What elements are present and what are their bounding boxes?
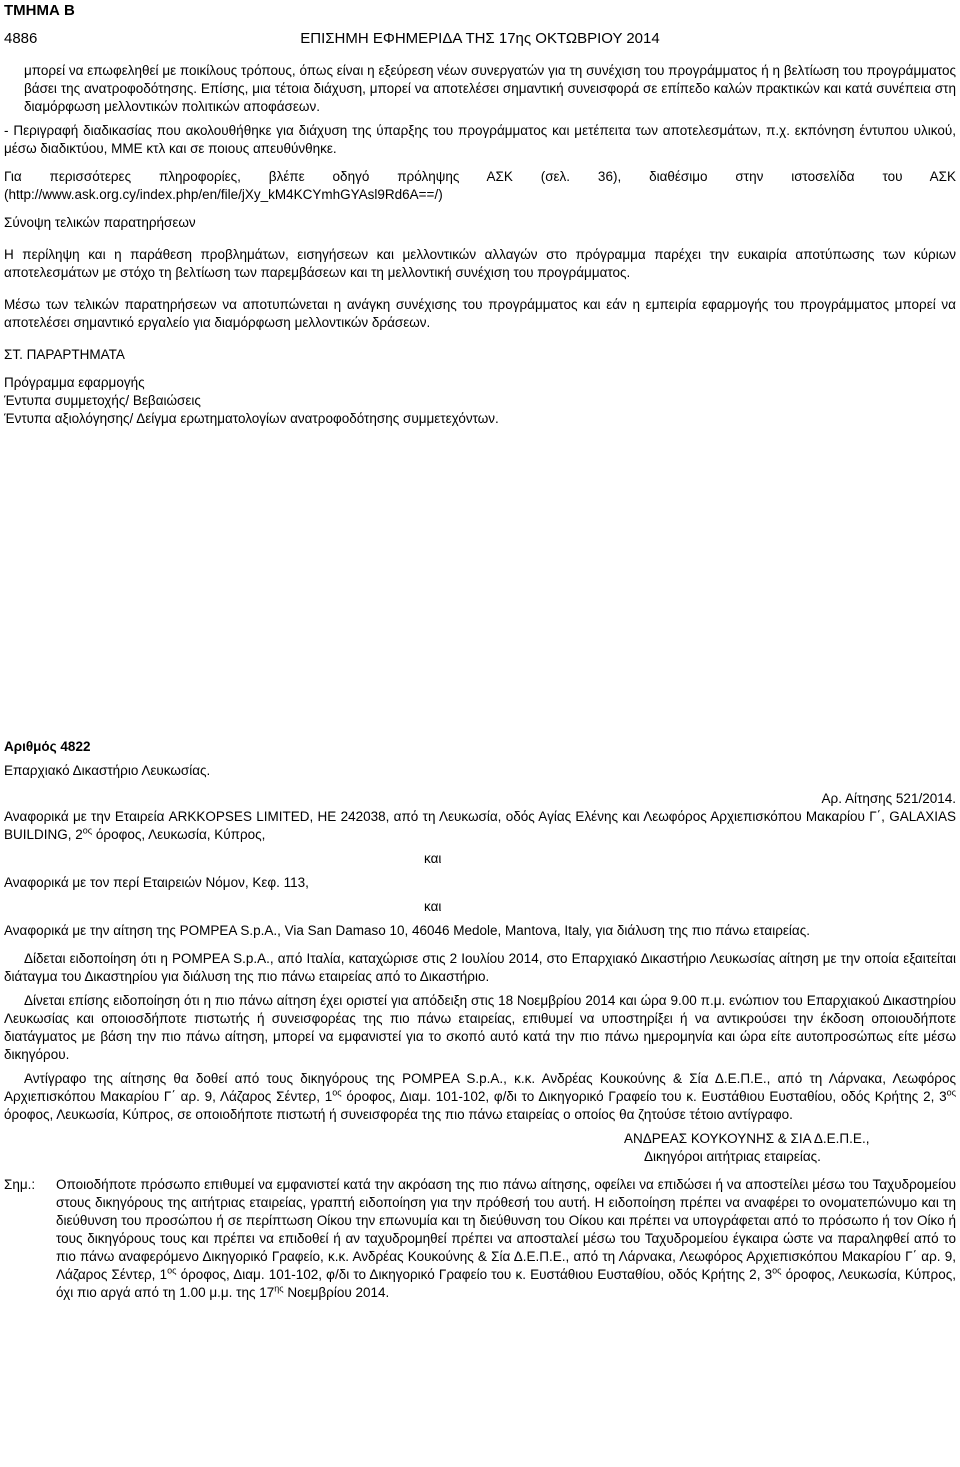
annex-heading: ΣΤ. ΠΑΡΑΡΤΗΜΑΤΑ bbox=[4, 347, 125, 362]
summary-paragraph: Μέσω των τελικών παρατηρήσεων να αποτυπώνεται η ανάγκη συνέχισης του προγράμματος και εάν η εμπειρία εφαρμογής του προγράμματος μπορεί να αποτελέσει σημαντικό εργαλείο για διαμόρφωση μελλοντικών δράσεων. bbox=[4, 297, 956, 330]
note bbox=[4, 1176, 956, 1302]
court-name: Επαρχιακό Δικαστήριο Λευκωσίας. bbox=[4, 763, 211, 778]
page-header bbox=[4, 2, 956, 50]
signature-firm: ΑΝΔΡΕΑΣ ΚΟΥΚΟΥΝΗΣ & ΣΙΑ Δ.Ε.Π.Ε., bbox=[624, 1131, 870, 1146]
summary-heading: Σύνοψη τελικών παρατηρήσεων bbox=[4, 215, 196, 230]
signature-role: Δικηγόροι αιτήτριας εταιρείας. bbox=[644, 1149, 821, 1164]
page-body bbox=[4, 62, 956, 428]
notice-paragraph: Δίδεται ειδοποίηση ότι η POMPEA S.p.A., από Ιταλία, καταχώρισε στις 2 Ιουλίου 2014, στο Επαρχιακό Δικαστήριο Λευκωσίας αίτηση με την οποία εξαιτείται διάταγμα του Δικαστηρίου για διάλυση της πιο πάνω εταιρείας από το Δικαστήριο. bbox=[4, 951, 956, 984]
gazette-title: ΕΠΙΣΗΜΗ ΕΦΗΜΕΡΙΔΑ ΤΗΣ 17ης ΟΚΤΩΒΡΙΟΥ 2014 bbox=[300, 30, 660, 47]
note-body: Οποιοδήποτε πρόσωπο επιθυμεί να εμφανιστεί κατά την ακρόαση της πιο πάνω αίτησης, οφείλει να επιδώσει ή να αποστείλει μέσω του Ταχυδρομείου στους δικηγόρους της αιτήτριας εταιρείας, γραπτή ειδοποίηση για την πρόθεσή του αυτή. Η ειδοποίηση πρέπει να αναφέρει το ονοματεπώνυμο και τη διεύθυνση του προσώπου ή σε περίπτωση Οίκου την επωνυμία και τη διεύθυνση του Οίκου και πρέπει να υπογράφεται από το πρόσωπο ή τον Οίκο ή τους δικηγόρους τους και πρέπει να επιδοθεί ή αν ταχυδρομηθεί πρέπει να αποσταλεί μέσω του Ταχυδρομείου έγκαιρα ώστε να παραληφθεί από το πιο πάνω αναφερόμενο Δικηγορικό Γραφείο, κ.κ. Ανδρέας Κουκούνης & Σία Δ.Ε.Π.Ε., από τη Λάρνακα, Λεωφόρος Αρχιεπισκόπου Μακαρίου Γ΄ αρ. 9, Λάζαρος Σέντερ, $1^{o\varsigma}$ όροφος, Διαμ. 101-102, φ/δι το Δικηγορικό Γραφείο του κ. Ευστάθιου Ευσταθίου, οδός Κρήτης 2, $3^{o\varsigma}$ όροφος, Λευκωσία, Κύπρος, όχι πιο αργά από τη 1.00 μ.μ. της $17^{\eta\varsigma}$ Νοεμβρίου 2014. bbox=[56, 1177, 956, 1300]
annex-item: Πρόγραμμα εφαρμογής bbox=[4, 375, 145, 390]
bullet-item: - Περιγραφή διαδικασίας που ακολουθήθηκε για διάχυση της ύπαρξης του προγράμματος και μετέπειτα των αποτελεσμάτων, π.χ. εκπόνηση έντυπου υλικού, μέσω διαδικτύου, ΜΜΕ κτλ και σε ποιους απευθύνθηκε. bbox=[4, 123, 956, 156]
notice-paragraph: Αντίγραφο της αίτησης θα δοθεί από τους δικηγόρους της POMPEA S.p.A., κ.κ. Ανδρέας Κουκούνης & Σία Δ.Ε.Π.Ε., από τη Λάρνακα, Λεωφόρος Αρχιεπισκόπου Μακαρίου Γ΄ αρ. 9, Λάζαρος Σέντερ, $1^{o\varsigma}$ όροφος, Διαμ. 101-102, φ/δι το Δικηγορικό Γραφείο του κ. Ευστάθιου Ευσταθίου, οδός Κρήτης 2, $3^{o\varsigma}$ όροφος, Λευκωσία, Κύπρος, σε οποιοδήποτε πιστωτή ή συνεισφορέα της πιο πάνω εταιρείας ο οποίος θα ζητούσε τέτοιο αντίγραφο. bbox=[4, 1071, 956, 1122]
application-number: Αρ. Αίτησης 521/2014. bbox=[821, 791, 956, 806]
annex-item: Έντυπα αξιολόγησης/ Δείγμα ερωτηματολογίων ανατροφοδότησης συμμετεχόντων. bbox=[4, 411, 499, 426]
summary-paragraph: Η περίληψη και η παράθεση προβλημάτων, εισηγήσεων και μελλοντικών αλλαγών στο πρόγραμμα παρέχει την ευκαιρία αποτύπωσης των κύριων αποτελεσμάτων με στόχο τη βελτίωση των παρεμβάσεων και τη μελλοντική συνέχιση του προγράμματος. bbox=[4, 247, 956, 280]
reference-law: Αναφορικά με τον περί Εταιρειών Νόμον, Κεφ. 113, bbox=[4, 875, 309, 890]
more-info-paragraph: Για περισσότερες πληροφορίες, βλέπε οδηγό πρόληψης ΑΣΚ (σελ. 36), διαθέσιμο στην ιστοσελίδα του ΑΣΚ (http://www.ask.org.cy/index.php/en/file/jXy_kM4KCYmhGYAsl9Rd6A==/) bbox=[4, 169, 956, 202]
notice-number: Αριθμός 4822 bbox=[4, 739, 91, 754]
conjunction: και bbox=[424, 899, 442, 914]
header-line bbox=[4, 30, 956, 50]
continuation-paragraph: μπορεί να επωφεληθεί με ποικίλους τρόπους, όπως είναι η εξεύρεση νέων συνεργατών για τη συνέχιση του προγράμματος ή η βελτίωση του προγράμματος βάσει της ανατροφοδότησης. Επίσης, μια τέτοια διάχυση, μπορεί να αποτελέσει σημαντική συνεισφορά σε επίπεδο καλών πρακτικών και κατά συνέπεια στη διαμόρφωση μελλοντικών πολιτικών αποφάσεων. bbox=[24, 63, 956, 114]
court-notice bbox=[4, 738, 956, 1302]
note-label: Σημ.: bbox=[4, 1177, 36, 1192]
annex-item: Έντυπα συμμετοχής/ Βεβαιώσεις bbox=[4, 393, 201, 408]
notice-paragraph: Δίνεται επίσης ειδοποίηση ότι η πιο πάνω αίτηση έχει οριστεί για απόδειξη στις 18 Νοεμβρίου 2014 και ώρα 9.00 π.μ. ενώπιον του Επαρχιακού Δικαστηρίου Λευκωσίας και οποιοσδήποτε πιστωτής ή συνεισφορέας της πιο πάνω εταιρείας, επιθυμεί να υποστηρίξει ή να αντικρούσει την έκδοση οποιουδήποτε διατάγματος με βάση την πιο πάνω αίτηση, μπορεί να εμφανιστεί για το σκοπό αυτό κατά την πιο πάνω ημερομηνία και ώρα είτε αυτοπροσώπως είτε μέσω δικηγόρου. bbox=[4, 993, 956, 1062]
reference-company: Αναφορικά με την Εταιρεία ARKKOPSES LIMITED, ΗΕ 242038, από τη Λευκωσία, οδός Αγίας Ελένης και Λεωφόρος Αρχιεπισκόπου Μακαρίου Γ΄, GALAXIAS BUILDING, $2^{o\varsigma}$ όροφος, Λευκωσία, Κύπρος, bbox=[4, 809, 956, 842]
page-number: 4886 bbox=[4, 30, 38, 47]
section-title: ΤΜΗΜΑ Β bbox=[4, 2, 75, 19]
reference-application: Αναφορικά με την αίτηση της POMPEA S.p.A., Via San Damaso 10, 46046 Medole, Mantova, Italy, για διάλυση της πιο πάνω εταιρείας. bbox=[4, 923, 810, 938]
conjunction: και bbox=[424, 851, 442, 866]
